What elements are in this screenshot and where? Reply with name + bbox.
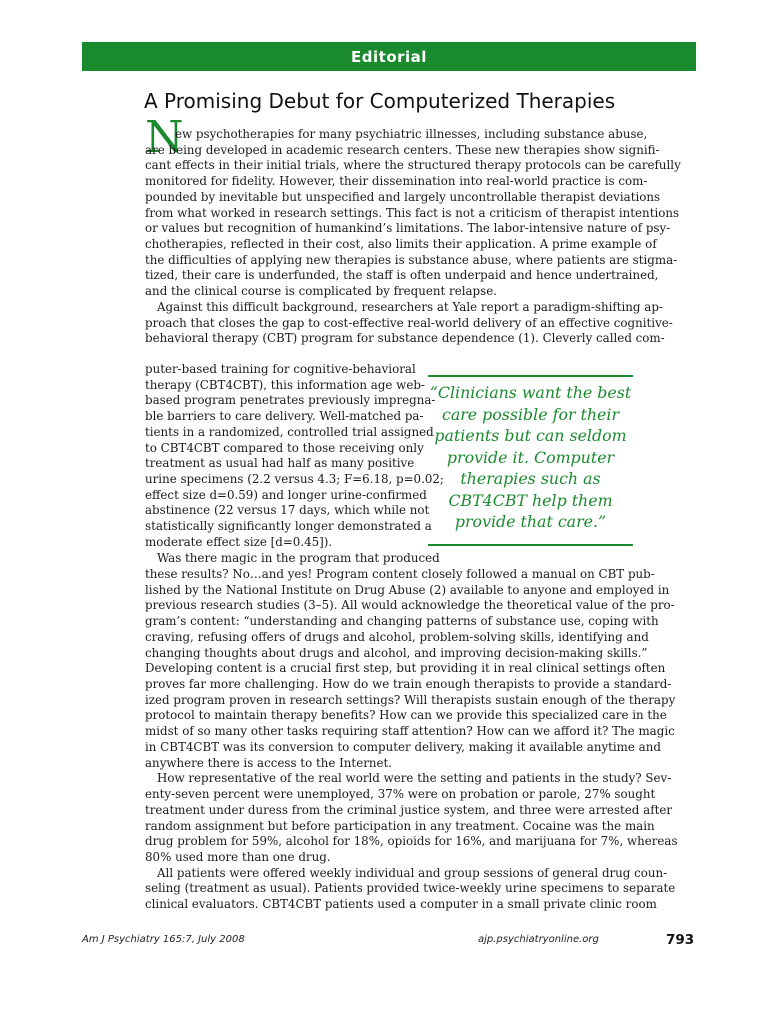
pull-quote-line: provide that care.” <box>454 512 607 531</box>
pull-quote-bottom-rule <box>428 544 633 546</box>
text-line: How representative of the real world were the setting and patients in the study? Sev- <box>157 771 672 786</box>
article-title: A Promising Debut for Computerized Therapies <box>144 89 616 113</box>
text-line: statistically significantly longer demonstrated a <box>145 519 432 534</box>
text-line: behavioral therapy (CBT) program for substance dependence (1). Cleverly called com- <box>145 331 665 346</box>
text-line: proach that closes the gap to cost-effective real-world delivery of an effective cognitive- <box>145 315 673 330</box>
body-text-narrow <box>145 362 444 566</box>
text-line: ized program proven in research settings? Will therapists sustain enough of the therapy <box>145 692 676 707</box>
text-line: therapy (CBT4CBT), this information age web- <box>145 377 425 392</box>
pull-quote <box>426 382 635 533</box>
text-line: craving, refusing offers of drugs and alcohol, problem-solving skills, identifying and <box>145 629 649 644</box>
pull-quote-line: CBT4CBT help them <box>448 490 613 510</box>
pull-quote-line: care possible for their <box>441 404 619 424</box>
journal-citation: Am J Psychiatry 165:7, July 2008 <box>82 934 245 945</box>
pull-quote-line: “Clinicians want the best <box>429 383 632 402</box>
text-line: previous research studies (3–5). All would acknowledge the theoretical value of the pro- <box>145 598 675 613</box>
text-line: ew psychotherapies for many psychiatric illnesses, including substance abuse, <box>175 127 648 141</box>
text-line: clinical evaluators. CBT4CBT patients used a computer in a small private clinic room <box>145 897 657 912</box>
text-line: monitored for fidelity. However, their dissemination into real-world practice is com- <box>145 174 648 189</box>
section-label: Editorial <box>351 47 427 66</box>
text-line: in CBT4CBT was its conversion to computer delivery, making it available anytime and <box>145 739 661 754</box>
text-line: proves far more challenging. How do we train enough therapists to provide a standard- <box>145 677 672 692</box>
pull-quote-top-rule <box>428 375 633 377</box>
body-text-bottom <box>145 567 678 913</box>
text-line: puter-based training for cognitive-behavioral <box>145 362 416 376</box>
text-line: are being developed in academic research centers. These new therapies show signifi- <box>145 142 660 157</box>
text-line: lished by the National Institute on Drug Abuse (2) available to anyone and employed in <box>145 582 670 597</box>
text-line: protocol to maintain therapy benefits? How can we provide this specialized care in the <box>145 708 667 723</box>
pull-quote-line: provide it. Computer <box>446 447 615 467</box>
page-footer <box>0 934 768 952</box>
text-line: cant effects in their initial trials, where the structured therapy protocols can be carefully <box>145 158 681 173</box>
text-line: and the clinical course is complicated by frequent relapse. <box>145 284 497 299</box>
text-line: treatment as usual had half as many positive <box>145 456 415 471</box>
text-line: from what worked in research settings. This fact is not a criticism of therapist intentions <box>145 205 680 220</box>
text-line: tized, their care is underfunded, the staff is often underpaid and hence undertrained, <box>145 268 659 283</box>
text-line: moderate effect size [d=0.45]). <box>145 534 333 549</box>
body-text-top <box>145 127 681 347</box>
drop-cap: N <box>145 112 184 163</box>
section-banner <box>82 42 696 71</box>
text-line: these results? No…and yes! Program content closely followed a manual on CBT pub- <box>145 567 655 581</box>
text-line: chotherapies, reflected in their cost, also limits their application. A prime example of <box>145 237 657 252</box>
text-line: ble barriers to care delivery. Well-matched pa- <box>145 409 424 424</box>
text-line: gram’s content: “understanding and changing patterns of substance use, coping with <box>145 614 659 629</box>
text-line: the difficulties of applying new therapies is substance abuse, where patients are stigma- <box>145 252 678 267</box>
text-line: abstinence (22 versus 17 days, which while not <box>145 503 430 518</box>
text-line: seling (treatment as usual). Patients provided twice-weekly urine specimens to separate <box>145 881 676 896</box>
pull-quote-line: patients but can seldom <box>434 426 627 445</box>
text-line: or values but recognition of humankind’s limitations. The labor-intensive nature of psy- <box>145 221 671 236</box>
text-line: anywhere there is access to the Internet. <box>145 755 393 770</box>
text-line: Against this difficult background, researchers at Yale report a paradigm-shifting ap- <box>157 299 663 314</box>
text-line: Was there magic in the program that produced <box>157 550 440 565</box>
text-line: pounded by inevitable but unspecified and largely uncontrollable therapist deviations <box>145 189 661 204</box>
pull-quote-line: therapies such as <box>460 469 601 488</box>
text-line: random assignment but before participation in any treatment. Cocaine was the main <box>145 818 655 833</box>
text-line: 80% used more than one drug. <box>145 849 331 864</box>
page-number: 793 <box>666 932 695 948</box>
text-line: to CBT4CBT compared to those receiving only <box>145 440 424 455</box>
text-line: drug problem for 59%, alcohol for 18%, opioids for 16%, and marijuana for 7%, whereas <box>145 834 678 849</box>
text-line: urine specimens (2.2 versus 4.3; F=6.18, p=0.02; <box>145 472 444 487</box>
text-line: enty-seven percent were unemployed, 37% were on probation or parole, 27% sought <box>145 787 656 802</box>
text-line: All patients were offered weekly individual and group sessions of general drug coun- <box>157 865 668 880</box>
text-line: Developing content is a crucial first step, but providing it in real clinical settings often <box>145 661 666 676</box>
text-line: changing thoughts about drugs and alcohol, and improving decision-making skills.” <box>145 645 648 660</box>
journal-website: ajp.psychiatryonline.org <box>478 934 599 945</box>
text-line: effect size d=0.59) and longer urine-confirmed <box>145 487 427 502</box>
text-line: based program penetrates previously impregna- <box>145 393 436 408</box>
text-line: midst of so many other tasks requiring staff attention? How can we afford it? The magic <box>145 724 675 739</box>
text-line: tients in a randomized, controlled trial assigned <box>145 424 434 439</box>
text-line: treatment under duress from the criminal justice system, and three were arrested after <box>145 802 673 817</box>
